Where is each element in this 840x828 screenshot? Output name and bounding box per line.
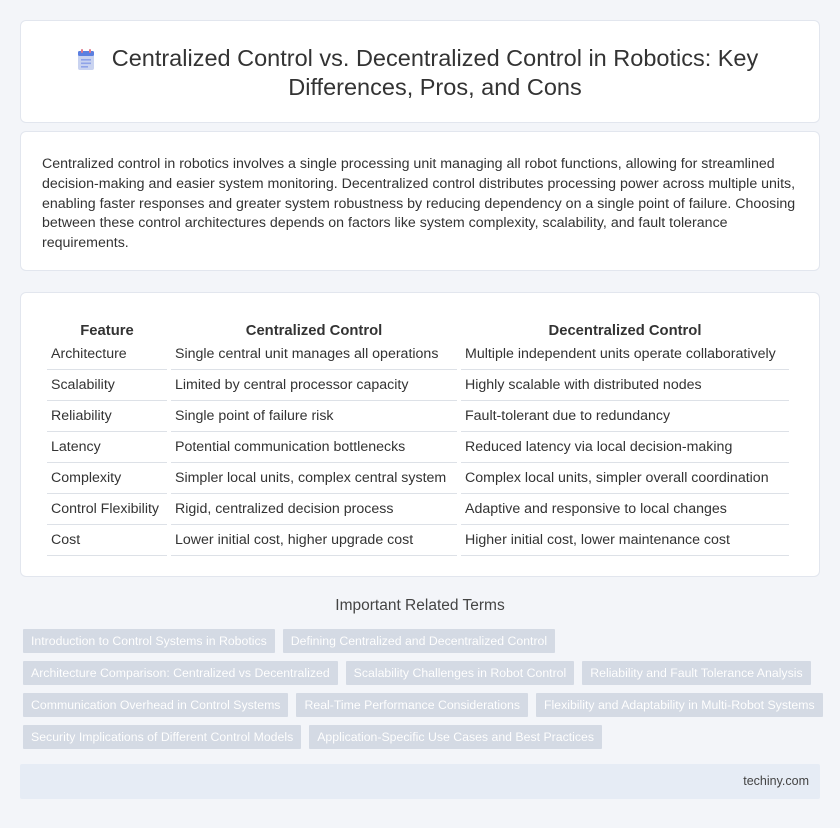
comparison-table [43, 315, 793, 556]
intro-card [20, 131, 820, 271]
related-term-link[interactable]: Defining Centralized and Decentralized Control [283, 629, 555, 653]
related-term-link[interactable]: Flexibility and Adaptability in Multi-Robot Systems [536, 693, 823, 717]
table-row [47, 339, 789, 370]
table-cell: Control Flexibility [47, 494, 167, 525]
tag-row [23, 661, 823, 685]
table-row [47, 494, 789, 525]
related-term-link[interactable]: Reliability and Fault Tolerance Analysis [582, 661, 810, 685]
table-row [47, 525, 789, 556]
table-cell: Single central unit manages all operations [171, 339, 457, 370]
related-terms-heading: Important Related Terms [335, 597, 505, 614]
table-cell: Rigid, centralized decision process [171, 494, 457, 525]
related-term-link[interactable]: Scalability Challenges in Robot Control [346, 661, 575, 685]
tag-row [23, 725, 823, 749]
site-link[interactable]: techiny.com [743, 774, 809, 788]
related-term-link[interactable]: Security Implications of Different Control Models [23, 725, 301, 749]
table-cell: Higher initial cost, lower maintenance cost [461, 525, 789, 556]
related-term-link[interactable]: Application-Specific Use Cases and Best Practices [309, 725, 602, 749]
table-cell: Scalability [47, 370, 167, 401]
header-decentralized: Decentralized Control [548, 323, 702, 339]
table-cell: Highly scalable with distributed nodes [461, 370, 789, 401]
related-term-link[interactable]: Communication Overhead in Control Systems [23, 693, 288, 717]
footer [20, 764, 820, 799]
table-cell: Reliability [47, 401, 167, 432]
table-cell: Complex local units, simpler overall coordination [461, 463, 789, 494]
intro-paragraph: Centralized control in robotics involves a single processing unit managing all robot functions, allowing for streamlined decision-making and easier system monitoring. Decentralized control distributes processing power across multiple units, enabling faster responses and greater system robustness by reducing dependency on a single point of failure. Choosing between these control architectures depends on factors like system complexity, scalability, and fault tolerance requirements. [42, 156, 796, 252]
table-row [47, 401, 789, 432]
table-row [47, 370, 789, 401]
table-header-row [47, 315, 789, 339]
related-term-link[interactable]: Introduction to Control Systems in Robotics [23, 629, 275, 653]
table-cell: Latency [47, 432, 167, 463]
title-card [20, 20, 820, 123]
table-cell: Complexity [47, 463, 167, 494]
table-cell: Multiple independent units operate collaboratively [461, 339, 789, 370]
table-row [47, 463, 789, 494]
table-row [47, 432, 789, 463]
table-cell: Simpler local units, complex central system [171, 463, 457, 494]
tag-row [23, 629, 823, 653]
table-cell: Reduced latency via local decision-making [461, 432, 789, 463]
tag-row [23, 693, 823, 717]
table-cell: Cost [47, 525, 167, 556]
table-cell: Single point of failure risk [171, 401, 457, 432]
related-term-link[interactable]: Architecture Comparison: Centralized vs Decentralized [23, 661, 338, 685]
comparison-table-card [20, 292, 820, 577]
table-cell: Potential communication bottlenecks [171, 432, 457, 463]
related-terms-list [23, 629, 823, 757]
page-title: Centralized Control vs. Decentralized Control in Robotics: Key Differences, Pros, and Cons [111, 45, 759, 100]
related-term-link[interactable]: Real-Time Performance Considerations [296, 693, 528, 717]
table-cell: Architecture [47, 339, 167, 370]
header-centralized: Centralized Control [245, 323, 383, 339]
table-cell: Fault-tolerant due to redundancy [461, 401, 789, 432]
table-cell: Limited by central processor capacity [171, 370, 457, 401]
table-cell: Lower initial cost, higher upgrade cost [171, 525, 457, 556]
table-cell: Adaptive and responsive to local changes [461, 494, 789, 525]
header-feature: Feature [80, 323, 134, 339]
